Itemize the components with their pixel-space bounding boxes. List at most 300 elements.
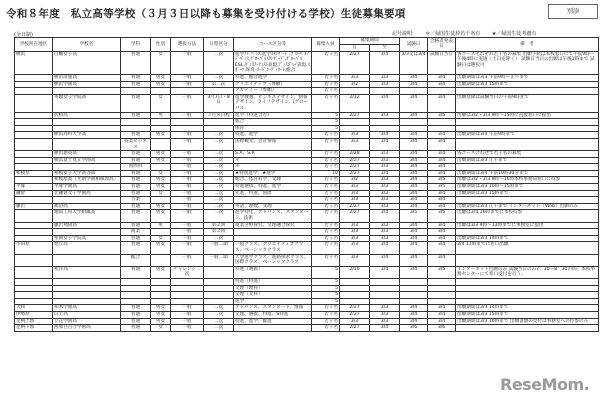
- notes-cell: [456, 298, 599, 305]
- school-cell: 相洋高: [53, 266, 121, 278]
- exam-date-cell: 3/3又は3/4: [400, 51, 428, 74]
- exam-date-cell: 3/5: [400, 210, 428, 222]
- sex-cell: 女: [151, 170, 171, 177]
- result-date-cell: 3/6: [428, 325, 456, 332]
- course-cell: 特進（特進）: [234, 278, 312, 285]
- schedule-cell: 一般二期: [204, 254, 234, 266]
- capacity-cell: 若干名: [312, 51, 340, 74]
- course-cell: 進学（特進含む）: [234, 112, 312, 119]
- course-cell: 特進、進学: [234, 132, 312, 139]
- dept-cell: 普通: [121, 318, 151, 325]
- schedule-cell: [204, 285, 234, 292]
- area-cell: [15, 177, 53, 184]
- dept-cell: 商業ビジネス: [121, 138, 151, 150]
- period-to-cell: 3/3: [370, 311, 400, 318]
- period-to-cell: [370, 119, 400, 126]
- table-row: [15, 177, 599, 184]
- method-cell: [171, 119, 204, 126]
- period-from-cell: [340, 125, 370, 132]
- school-cell: 相模女子大学高等部: [53, 170, 121, 177]
- schedule-cell: 二次: [204, 325, 234, 332]
- table-row: [15, 298, 599, 305]
- col-schedule: 日程区分: [204, 38, 234, 52]
- method-cell: チャレンジ二次: [171, 266, 204, 278]
- method-cell: 一般: [171, 305, 204, 312]
- capacity-cell: 若干名: [312, 88, 340, 95]
- period-to-cell: 3/4: [370, 242, 400, 254]
- dept-cell: 普通: [121, 132, 151, 139]
- capacity-cell: 若干名: [312, 318, 340, 325]
- sex-cell: 女: [151, 51, 171, 74]
- method-cell: 一般: [171, 184, 204, 191]
- capacity-cell: 5: [312, 285, 340, 292]
- capacity-cell: 若干名: [312, 132, 340, 139]
- result-date-cell: 3/5: [428, 177, 456, 184]
- period-to-cell: 3/4: [370, 170, 400, 177]
- period-to-cell: [370, 88, 400, 95]
- course-cell: 進学: [234, 298, 312, 305]
- school-cell: [53, 254, 121, 266]
- sex-cell: 男女: [151, 157, 171, 164]
- school-cell: 函嶺白百合学園高: [53, 325, 121, 332]
- school-cell: [53, 119, 121, 126]
- area-cell: [15, 151, 53, 158]
- result-date-cell: 3/4: [428, 164, 456, 171]
- dept-cell: [121, 125, 151, 132]
- col-period-from: 自: [340, 44, 370, 51]
- period-to-cell: 3/3: [370, 222, 400, 229]
- dept-cell: 普通: [121, 325, 151, 332]
- notes-cell: 出願登録は試験当日の午前9時まで: [456, 94, 599, 112]
- area-cell: [15, 292, 53, 299]
- school-cell: 英理女子学院高: [53, 94, 121, 112]
- schedule-cell: [204, 292, 234, 299]
- sex-cell: [151, 298, 171, 305]
- dept-cell: [121, 119, 151, 126]
- area-cell: [15, 210, 53, 222]
- area-cell: 大和: [15, 305, 53, 312]
- course-cell: 商業分野探究、文理融合探究: [234, 222, 312, 229]
- table-header-row: [15, 38, 599, 45]
- result-date-cell: 3/4: [428, 235, 456, 242]
- school-cell: [53, 88, 121, 95]
- period-from-cell: 3/3: [340, 197, 370, 204]
- table-row: [15, 132, 599, 139]
- result-date-cell: [428, 278, 456, 285]
- area-cell: [15, 164, 53, 171]
- school-cell: [53, 298, 121, 305]
- sex-cell: 男女: [151, 177, 171, 184]
- period-to-cell: 3/3: [370, 112, 400, 119]
- area-cell: [15, 81, 53, 88]
- school-cell: 相模原高（光明学園相模原高）: [53, 177, 121, 184]
- notes-cell: [456, 285, 599, 292]
- course-cell: [234, 229, 312, 236]
- area-cell: [15, 94, 53, 112]
- legend-prefix: 記号説明:: [392, 31, 414, 37]
- course-cell: 進学教養、ビジネスデザイン、情報デザイン、ライフデザイン、iグローバル: [234, 94, 312, 112]
- capacity-cell: 若干名: [312, 210, 340, 222]
- resemom-watermark: ReseMom.: [500, 375, 590, 394]
- table-row: [15, 325, 599, 332]
- sex-cell: 男: [151, 112, 171, 119]
- exam-date-cell: 3/4: [400, 138, 428, 150]
- method-cell: 一般: [171, 235, 204, 242]
- notes-cell: 出願期間は3/3 午前9時～正午まで: [456, 74, 599, 81]
- period-from-cell: 3/3: [340, 318, 370, 325]
- exam-date-cell: 3/4: [400, 184, 428, 191]
- notes-cell: [456, 229, 599, 236]
- table-row: [15, 81, 599, 88]
- table-row: [15, 190, 599, 197]
- period-from-cell: 2/28: [340, 151, 370, 158]
- course-cell: 総合: [234, 119, 312, 126]
- notes-cell: 出願期間は3/3 正午まで: [456, 157, 599, 164]
- sex-cell: 女: [151, 94, 171, 112]
- period-to-cell: [370, 125, 400, 132]
- period-from-cell: 3/3: [340, 229, 370, 236]
- schedule-cell: 二次: [204, 177, 234, 184]
- result-date-cell: 3/4: [428, 170, 456, 177]
- schedule-cell: 二次: [204, 151, 234, 158]
- area-cell: [15, 298, 53, 305]
- result-date-cell: 3/4: [428, 81, 456, 88]
- page-title: 令和８年度 私立高等学校（３月３日以降も募集を受け付ける学校）生徒募集要項: [6, 8, 406, 20]
- exam-date-cell: 3/4: [400, 235, 428, 242]
- method-cell: 一般: [171, 170, 204, 177]
- school-cell: 平塚学園高: [53, 184, 121, 191]
- notes-cell: [456, 254, 599, 266]
- table-row: [15, 94, 599, 112]
- capacity-cell: 若干名: [312, 235, 340, 242]
- exam-date-cell: 3/4: [400, 170, 428, 177]
- dept-cell: 普通: [121, 235, 151, 242]
- schedule-cell: 二次: [204, 132, 234, 139]
- notes-cell: 出願は3/2・3/3 9時～15時に直接窓口に提出: [456, 112, 599, 119]
- notes-cell: [456, 292, 599, 299]
- course-cell: 特進、総合進学: [234, 74, 312, 81]
- exam-date-cell: 3/4: [400, 94, 428, 112]
- period-to-cell: 3/3: [370, 177, 400, 184]
- area-cell: [15, 132, 53, 139]
- school-cell: 横浜清風高: [53, 74, 121, 81]
- schedule-cell: 第２回: [204, 229, 234, 236]
- result-date-cell: 3/4: [428, 242, 456, 254]
- table-row: [15, 242, 599, 254]
- col-capacity: 募集人員: [312, 38, 340, 52]
- dept-cell: [121, 298, 151, 305]
- notes-cell: 出願期間は3/4 午前9時まで: [456, 132, 599, 139]
- period-from-cell: 2/27: [340, 164, 370, 171]
- exam-date-cell: 3/4: [400, 203, 428, 210]
- schedule-cell: [204, 278, 234, 285]
- capacity-cell: 若干名: [312, 151, 340, 158]
- period-to-cell: 3/3: [370, 229, 400, 236]
- col-period-to: 至: [370, 44, 400, 51]
- area-cell: 足柄上郡: [15, 318, 53, 325]
- period-from-cell: 3/3: [340, 242, 370, 254]
- period-to-cell: 3/4: [370, 325, 400, 332]
- table-row: [15, 119, 599, 126]
- area-cell: [15, 278, 53, 285]
- col-method: 選抜方法: [171, 38, 204, 52]
- school-cell: 北鎌倉女子学園高: [53, 190, 121, 197]
- area-cell: [15, 266, 53, 278]
- school-cell: [53, 292, 121, 299]
- method-cell: 一般: [171, 112, 204, 119]
- exam-date-cell: 3/4: [400, 112, 428, 119]
- schedule-cell: [204, 125, 234, 132]
- period-to-cell: [370, 298, 400, 305]
- notes-cell: 出願期間は3/3 14時まで: [456, 305, 599, 312]
- dept-cell: 普通: [121, 51, 151, 74]
- sex-cell: 男女: [151, 266, 171, 278]
- dept-cell: 普通: [121, 305, 151, 312]
- method-cell: 一般: [171, 177, 204, 184]
- sex-cell: 男女: [151, 132, 171, 139]
- table-row: [15, 210, 599, 222]
- schedule-cell: 二次: [204, 235, 234, 242]
- sex-cell: [151, 125, 171, 132]
- result-date-cell: [428, 292, 456, 299]
- period-from-cell: [340, 278, 370, 285]
- notes-cell: [456, 197, 599, 204]
- table-row: [15, 197, 599, 204]
- capacity-cell: 5: [312, 298, 340, 305]
- table-row: [15, 254, 599, 266]
- recruitment-table: [14, 37, 599, 332]
- period-from-cell: 3/3: [340, 235, 370, 242]
- schedule-cell: 二次: [204, 190, 234, 197]
- table-row: [15, 235, 599, 242]
- result-date-cell: [428, 119, 456, 126]
- period-from-cell: 3/3: [340, 184, 370, 191]
- schedule-cell: 一般二期: [204, 242, 234, 254]
- result-date-cell: 3/4: [428, 74, 456, 81]
- dept-cell: 音楽: [121, 197, 151, 204]
- table-row: [15, 170, 599, 177]
- period-from-cell: [340, 88, 370, 95]
- table-row: [15, 157, 599, 164]
- result-date-cell: 3/4: [428, 305, 456, 312]
- method-cell: 一般: [171, 222, 204, 229]
- course-cell: 進学特化、アドバンス、スタンダード、技術: [234, 210, 312, 222]
- table-row: [15, 151, 599, 158]
- course-cell: アカデミー（専願）: [234, 88, 312, 95]
- course-cell: ＊: [234, 164, 312, 171]
- exam-date-cell: 3/4: [400, 266, 428, 278]
- table-row: [15, 292, 599, 299]
- method-cell: 一般: [171, 197, 204, 204]
- period-from-cell: 2/27: [340, 170, 370, 177]
- schedule-cell: 二次: [204, 305, 234, 312]
- dept-cell: 普通: [121, 151, 151, 158]
- sex-cell: [151, 197, 171, 204]
- schedule-cell: 二次: [204, 51, 234, 74]
- method-cell: 一般: [171, 81, 204, 88]
- course-cell: 文理、選抜、特進、S特進: [234, 311, 312, 318]
- exam-date-cell: 3/4: [400, 318, 428, 325]
- exam-date-cell: [400, 119, 428, 126]
- capacity-cell: 若干名: [312, 94, 340, 112]
- capacity-cell: 若干名: [312, 177, 340, 184]
- exam-date-cell: [400, 292, 428, 299]
- period-to-cell: 3/4: [370, 138, 400, 150]
- method-cell: [171, 278, 204, 285]
- period-from-cell: [340, 119, 370, 126]
- period-from-cell: 2/27: [340, 325, 370, 332]
- legend-item-returnee-consideration: ★／帰国生徒考慮有: [491, 31, 537, 37]
- sex-cell: 男: [151, 222, 171, 229]
- period-from-cell: 3/2: [340, 81, 370, 88]
- notes-cell: [456, 125, 599, 132]
- school-cell: 横浜学園高: [53, 81, 121, 88]
- school-cell: 向上高: [53, 311, 121, 318]
- schedule-cell: ３月８日程: [204, 112, 234, 119]
- capacity-cell: 5: [312, 125, 340, 132]
- course-cell: S.A、S.R: [234, 151, 312, 158]
- area-cell: 平塚: [15, 184, 53, 191]
- period-from-cell: 3/3: [340, 190, 370, 197]
- method-cell: [171, 88, 204, 95]
- capacity-cell: 若干名: [312, 74, 340, 81]
- dept-cell: [121, 278, 151, 285]
- table-row: [15, 278, 599, 285]
- period-from-cell: [340, 298, 370, 305]
- symbol-legend: [392, 30, 546, 37]
- table-row: [15, 184, 599, 191]
- sex-cell: 女: [151, 235, 171, 242]
- result-date-cell: 3/4: [428, 203, 456, 210]
- legend-item-returnee-quota: ＊／帰国生徒枠若干名有: [425, 31, 481, 37]
- schedule-cell: 二次: [204, 203, 234, 210]
- period-from-cell: 3/3: [340, 138, 370, 150]
- school-cell: 柏木学園高: [53, 305, 121, 312]
- capacity-cell: 5: [312, 292, 340, 299]
- period-to-cell: 3/4: [370, 254, 400, 266]
- exam-date-cell: 3/4: [400, 254, 428, 266]
- period-to-cell: 3/3: [370, 203, 400, 210]
- table-row: [15, 229, 599, 236]
- dept-cell: 商業: [121, 229, 151, 236]
- attachment-label: 別添: [548, 4, 598, 19]
- sex-cell: [151, 278, 171, 285]
- period-from-cell: 3/3: [340, 254, 370, 266]
- result-date-cell: 3/4: [428, 151, 456, 158]
- sex-cell: [151, 119, 171, 126]
- course-cell: [234, 325, 312, 332]
- sex-cell: [151, 285, 171, 292]
- dept-cell: [121, 285, 151, 292]
- course-cell: 国際観光、会計情報: [234, 138, 312, 150]
- method-cell: 一般: [171, 94, 204, 112]
- sex-cell: 男女: [151, 74, 171, 81]
- exam-date-cell: [400, 88, 428, 95]
- notes-cell: 出願期間は3/3 15時まで: [456, 311, 599, 318]
- schedule-cell: 二次: [204, 74, 234, 81]
- table-row: [15, 222, 599, 229]
- course-cell: クリエイティブ（専願）: [234, 81, 312, 88]
- dept-cell: 普通: [121, 112, 151, 119]
- schedule-type-note: (全日制): [14, 32, 33, 38]
- period-from-cell: 3/3: [340, 222, 370, 229]
- area-cell: [15, 88, 53, 95]
- sex-cell: [151, 292, 171, 299]
- period-from-cell: 2/27: [340, 203, 370, 210]
- dept-cell: 普通: [121, 203, 151, 210]
- course-cell: 体育: [234, 125, 312, 132]
- method-cell: [171, 292, 204, 299]
- course-cell: [234, 235, 312, 242]
- table-row: [15, 203, 599, 210]
- area-cell: [15, 285, 53, 292]
- method-cell: 一般: [171, 242, 204, 254]
- schedule-cell: 二次: [204, 311, 234, 318]
- school-cell: 聖園女子学院高: [53, 235, 121, 242]
- schedule-cell: 3月7日・8日: [204, 94, 234, 112]
- school-cell: [53, 278, 121, 285]
- period-to-cell: [370, 292, 400, 299]
- notes-cell: 出願は3/2・3/3 9時～16時本校事務局窓口に持参: [456, 177, 599, 184]
- capacity-cell: 若干名: [312, 311, 340, 318]
- result-date-cell: [428, 285, 456, 292]
- table-row: [15, 112, 599, 119]
- col-exam-date: 試験日: [400, 38, 428, 52]
- exam-date-cell: [400, 298, 428, 305]
- schedule-cell: 二次: [204, 157, 234, 164]
- area-cell: [15, 138, 53, 150]
- result-date-cell: 試験日当日: [428, 51, 456, 74]
- table-row: [15, 285, 599, 292]
- exam-date-cell: 3/4: [400, 132, 428, 139]
- area-cell: 伊勢原: [15, 311, 53, 318]
- schedule-cell: 二次: [204, 197, 234, 204]
- area-cell: [15, 197, 53, 204]
- table-row: [15, 138, 599, 150]
- table-row: [15, 164, 599, 171]
- method-cell: 一般: [171, 318, 204, 325]
- course-cell: 一般クラス、クリエイティブクラス、ベーシッククラス: [234, 242, 312, 254]
- notes-cell: 出願期間は3/3 16時まで 出願書類の受付は事務室への持参のみ: [456, 318, 599, 325]
- table-row: [15, 51, 599, 74]
- period-from-cell: 2/27: [340, 51, 370, 74]
- capacity-cell: 若干名: [312, 164, 340, 171]
- area-cell: [15, 112, 53, 119]
- table-row: [15, 125, 599, 132]
- table-row: [15, 74, 599, 81]
- period-to-cell: 3/3: [370, 184, 400, 191]
- schedule-cell: [204, 88, 234, 95]
- capacity-cell: 5: [312, 119, 340, 126]
- sex-cell: 男女: [151, 305, 171, 312]
- dept-cell: 普通: [121, 74, 151, 81]
- exam-date-cell: 3/4: [400, 157, 428, 164]
- period-to-cell: 3/3: [370, 318, 400, 325]
- dept-cell: 普通: [121, 311, 151, 318]
- period-from-cell: 3/3: [340, 74, 370, 81]
- exam-date-cell: 3/4: [400, 190, 428, 197]
- sex-cell: [151, 229, 171, 236]
- result-date-cell: 3/4: [428, 138, 456, 150]
- school-cell: [53, 164, 121, 171]
- period-to-cell: 3/4: [370, 94, 400, 112]
- method-cell: 一般: [171, 51, 204, 74]
- schedule-cell: 二次: [204, 210, 234, 222]
- method-cell: 一般: [171, 164, 204, 171]
- capacity-cell: 若干名: [312, 254, 340, 266]
- course-cell: ＊: [234, 157, 312, 164]
- notes-cell: 出願期間は3/3 正午まで インターネット（Web）出願のみ: [456, 203, 599, 210]
